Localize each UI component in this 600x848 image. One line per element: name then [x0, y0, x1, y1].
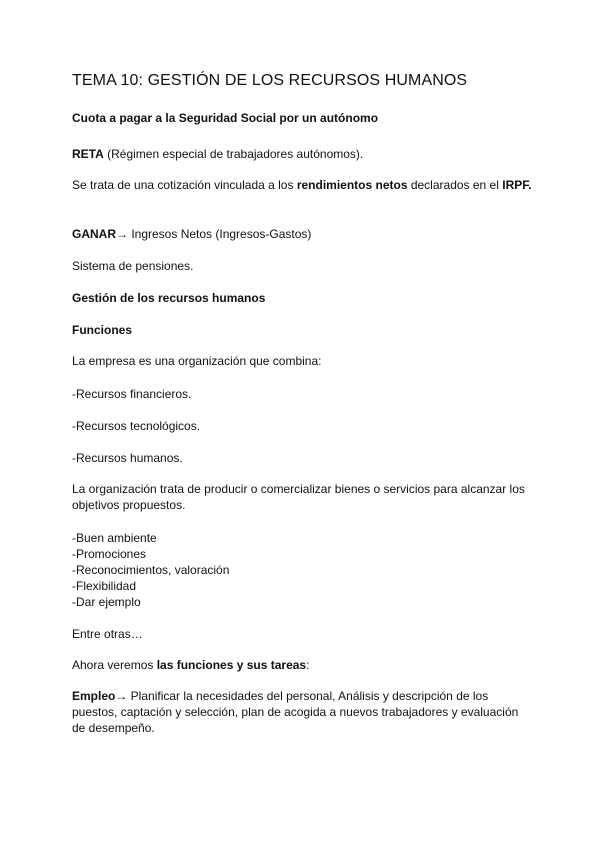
paragraph-reta: [72, 146, 532, 162]
paragraph-entre-otras: Entre otras…: [72, 627, 143, 641]
list-item-recurso: -Recursos tecnológicos.: [72, 419, 201, 433]
paragraph-empresa: La empresa es una organización que combina:: [72, 354, 322, 368]
paragraph-pensiones: Sistema de pensiones.: [72, 259, 194, 273]
list-item-recurso: -Recursos financieros.: [72, 387, 192, 401]
paragraph-cotizacion: [72, 177, 532, 193]
section-heading-cuota: Cuota a pagar a la Seguridad Social por un autónomo: [72, 111, 379, 125]
reta-definition: (Régimen especial de trabajadores autónomos).: [103, 147, 364, 161]
ahora-bold: las funciones y sus tareas: [156, 658, 307, 672]
list-item: -Flexibilidad: [72, 579, 137, 593]
ganar-definition: → Ingresos Netos (Ingresos-Gastos): [116, 227, 312, 241]
list-item-recurso: -Recursos humanos.: [72, 451, 183, 465]
section-heading-gestion: Gestión de los recursos humanos: [72, 291, 266, 305]
list-item: -Dar ejemplo: [72, 595, 141, 609]
list-item: -Buen ambiente: [72, 531, 157, 545]
page-title: TEMA 10: GESTIÓN DE LOS RECURSOS HUMANOS: [72, 72, 468, 89]
paragraph-empleo: [72, 688, 532, 736]
ganar-term: GANAR: [72, 227, 116, 241]
empleo-definition: → Planificar la necesidades del personal, Análisis y descripción de los puestos, captación y selección, plan de acogida a nuevos trabajadores y evaluación de desempeño.: [72, 689, 519, 735]
list-item: -Reconocimientos, valoración: [72, 563, 230, 577]
ahora-text-1: Ahora veremos: [72, 658, 157, 672]
empleo-term: Empleo: [72, 689, 116, 703]
paragraph-ahora: [72, 657, 532, 673]
paragraph-ganar: [72, 226, 532, 242]
cotizacion-text-2: declarados en el: [407, 178, 503, 192]
cotizacion-bold-rendimientos: rendimientos netos: [296, 178, 408, 192]
cotizacion-text-1: Se trata de una cotización vinculada a los: [72, 178, 297, 192]
ahora-text-2: :: [306, 658, 310, 672]
list-item: -Promociones: [72, 547, 147, 561]
reta-term: RETA: [72, 147, 104, 161]
bullet-list: [72, 530, 532, 610]
subheading-funciones: Funciones: [72, 323, 133, 337]
cotizacion-bold-irpf: IRPF.: [502, 178, 532, 192]
paragraph-organizacion: La organización trata de producir o comercializar bienes o servicios para alcanzar los objetivos propuestos.: [72, 482, 525, 512]
